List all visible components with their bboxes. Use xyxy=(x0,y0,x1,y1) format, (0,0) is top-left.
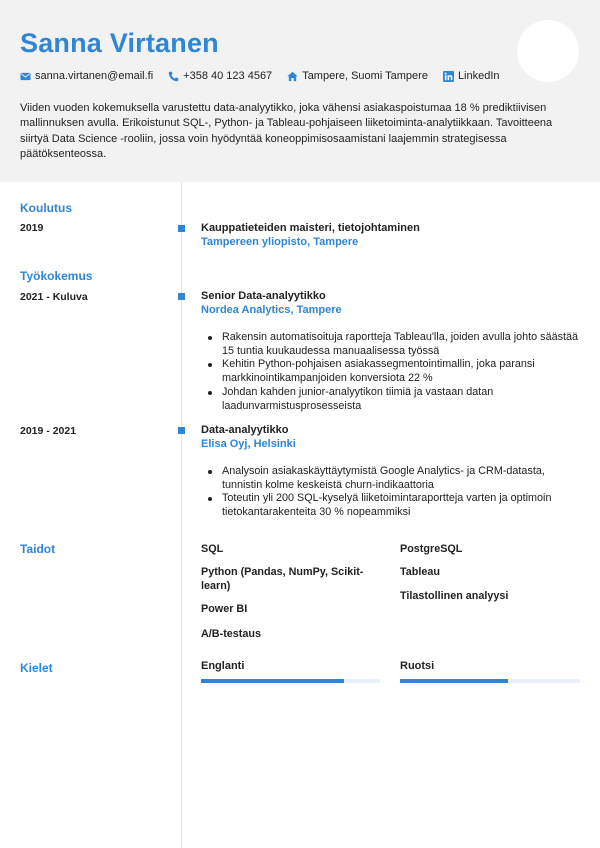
job-company: Nordea Analytics, Tampere xyxy=(201,304,342,316)
language-level-fill xyxy=(201,679,344,683)
profile-summary: Viiden vuoden kokemuksella varustettu data-analyytikko, joka vähensi asiakaspoistumaa 18 % prediktiivisen mallinnuksen avulla. Erikoistunut SQL-, Python- ja Tableau-pohjaiseen liiketoiminta-analytiikkaan. Tavoitteena siirtyä Data Science -rooliin, jossa voin hyödyntää koneoppimisosaamistani laajemmin strategisessa päätöksenteossa. xyxy=(20,102,553,160)
job-role: Data-analyytikko xyxy=(201,424,289,436)
job-company: Elisa Oyj, Helsinki xyxy=(201,438,296,450)
experience-title: Työkokemus xyxy=(20,269,93,283)
job-date: 2019 - 2021 xyxy=(20,425,77,437)
linkedin-text: LinkedIn xyxy=(457,70,500,82)
language-name: Ruotsi xyxy=(400,660,435,672)
language-level-fill xyxy=(400,679,508,683)
languages-title: Kielet xyxy=(20,661,53,675)
location-text: Tampere, Suomi Tampere xyxy=(302,70,428,82)
skill-item: A/B-testaus xyxy=(201,628,261,640)
timeline-line xyxy=(181,182,182,848)
skill-item: Tilastollinen analyysi xyxy=(400,590,509,602)
timeline-marker xyxy=(178,293,185,300)
contact-location xyxy=(287,70,428,82)
job-bullet-list xyxy=(207,465,582,520)
language-level-bar xyxy=(400,679,580,683)
list-item: Toteutin yli 200 SQL-kyselyä liiketoimintaraportteja varten ja optimoin tietokantarakenteita 30 % nopeammiksi xyxy=(207,492,582,519)
contact-email[interactable] xyxy=(20,70,153,82)
list-item: Rakensin automatisoituja raportteja Tableau'lla, joiden avulla johto säästää 15 tuntia kuukaudessa manuaalisessa työssä xyxy=(207,331,582,358)
skill-item: SQL xyxy=(201,543,224,555)
language-level-bar xyxy=(201,679,380,683)
education-title: Koulutus xyxy=(20,201,72,215)
timeline-marker xyxy=(178,225,185,232)
language-name: Englanti xyxy=(201,660,245,672)
education-school: Tampereen yliopisto, Tampere xyxy=(201,236,359,248)
list-item: Kehitin Python-pohjaisen asiakassegmentointimallin, joka paransi markkinointikampanjoiden konversiota 22 % xyxy=(207,358,582,385)
list-item: Analysoin asiakaskäyttäytymistä Google Analytics- ja CRM-datasta, tunnistin kolme keskeistä churn-indikaattoria xyxy=(207,465,582,492)
header-section xyxy=(0,0,600,182)
skills-title: Taidot xyxy=(20,542,56,556)
education-date: 2019 xyxy=(20,222,44,234)
candidate-name: Sanna Virtanen xyxy=(20,28,219,58)
linkedin-icon xyxy=(443,71,454,82)
skill-item: Power BI xyxy=(201,603,248,615)
skill-item: PostgreSQL xyxy=(400,543,463,555)
home-icon xyxy=(287,71,298,82)
contact-phone[interactable] xyxy=(168,70,272,82)
email-text: sanna.virtanen@email.fi xyxy=(35,70,154,82)
envelope-icon xyxy=(20,71,31,82)
job-date: 2021 - Kuluva xyxy=(20,291,88,303)
skill-item: Tableau xyxy=(400,566,440,578)
skill-item: Python (Pandas, NumPy, Scikit-learn) xyxy=(201,566,364,592)
contact-linkedin[interactable] xyxy=(443,70,500,82)
timeline-marker xyxy=(178,427,185,434)
phone-text: +358 40 123 4567 xyxy=(183,70,273,82)
job-role: Senior Data-analyytikko xyxy=(201,290,326,302)
contact-row xyxy=(20,69,515,83)
list-item: Johdan kahden junior-analyytikon tiimiä ja vastaan datan laadunvarmistusprosesseista xyxy=(207,386,582,413)
education-degree: Kauppatieteiden maisteri, tietojohtaminen xyxy=(201,222,420,234)
profile-photo xyxy=(517,20,579,82)
job-bullet-list xyxy=(207,331,582,413)
phone-icon xyxy=(168,71,179,82)
